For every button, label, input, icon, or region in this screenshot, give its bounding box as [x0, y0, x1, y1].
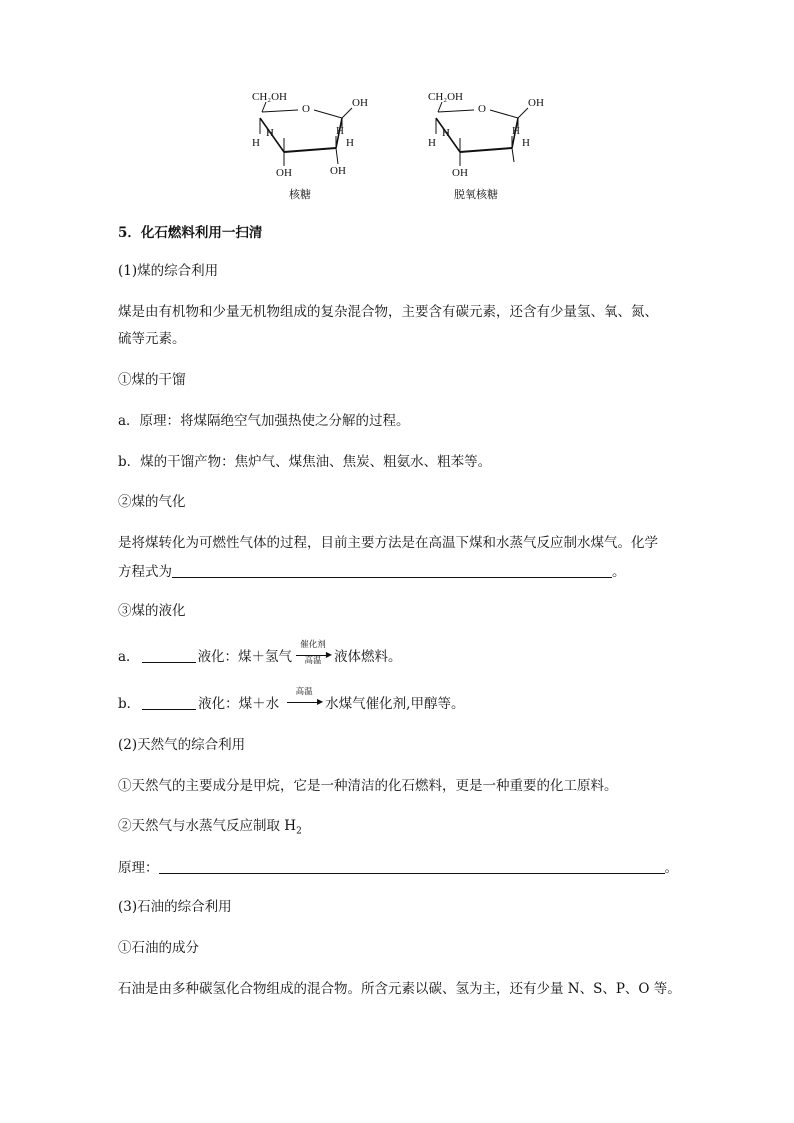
gasification-desc-line-2 — [118, 564, 626, 580]
liquefaction-b-blank[interactable] — [142, 696, 196, 710]
natural-gas-principle — [118, 860, 678, 876]
ribose-oh-bottom-right: OH — [330, 165, 346, 177]
condition-catalyst: 催化剂 — [300, 640, 326, 650]
distillation-products: b．煤的干馏产物：焦炉气、煤焦油、焦炭、粗氨水、粗苯等。 — [118, 454, 492, 470]
deoxyribose-ring-oxygen: O — [478, 103, 486, 115]
ribose-h-right-lower: H — [346, 137, 354, 149]
distillation-principle: a．原理：将煤隔绝空气加强热使之分解的过程。 — [118, 413, 410, 429]
coal-title: (1)煤的综合利用 — [118, 263, 219, 279]
ribose-h-right-upper: H — [336, 125, 344, 137]
gasification-desc-line-1: 是将煤转化为可燃性气体的过程，目前主要方法是在高温下煤和水蒸气反应制水煤气。化学 — [118, 535, 658, 551]
deoxyribose-ring-diagram — [406, 88, 546, 184]
equation-answer-blank[interactable] — [172, 564, 612, 578]
deoxyribose-h-right-lower: H — [522, 137, 530, 149]
liquefaction-b-product: 水煤气催化剂,甲醇等。 — [325, 696, 465, 712]
ribose-h-left-upper: H — [266, 127, 274, 139]
arrow-head-icon: ▶ — [325, 650, 333, 659]
principle-label: 原理： — [118, 860, 159, 876]
ribose-ring-oxygen: O — [302, 103, 310, 115]
reaction-condition-arrow — [285, 687, 324, 710]
arrow-head-icon: ▶ — [317, 697, 324, 706]
liquefaction-b — [118, 687, 465, 712]
liquefaction-title: ③煤的液化 — [118, 603, 186, 619]
distillation-title: ①煤的干馏 — [118, 372, 186, 388]
deoxyribose-oh-bottom-left: OH — [452, 167, 468, 179]
coal-intro-line-1: 煤是由有机物和少量无机物组成的复杂混合物，主要含有碳元素，还含有少量氢、氧、氮、 — [118, 304, 658, 320]
ribose-structure — [230, 88, 370, 206]
liquefaction-a-text: 液化：煤＋氢气 — [197, 649, 293, 665]
equation-prefix: 方程式为 — [118, 564, 172, 580]
deoxyribose-structure — [406, 88, 546, 206]
coal-intro-line-2: 硫等元素。 — [118, 331, 186, 347]
deoxyribose-h-left-lower: H — [428, 137, 436, 149]
petroleum-composition-desc: 石油是由多种碳氢化合物组成的混合物。所含元素以碳、氢为主，还有少量 N、S、P、O 等。 — [118, 981, 681, 997]
deoxyribose-h-left-upper: H — [442, 127, 450, 139]
principle-period: 。 — [664, 860, 678, 876]
ribose-caption: 核糖 — [289, 188, 311, 201]
natural-gas-point-2 — [118, 820, 302, 837]
ribose-oh-right: OH — [352, 97, 368, 109]
gasification-title: ②煤的气化 — [118, 494, 186, 510]
liquefaction-a — [118, 640, 402, 666]
ribose-ring-diagram — [230, 88, 370, 184]
section-heading: 5．化石燃料利用一扫清 — [118, 225, 263, 241]
condition-high-temp: 高温 — [295, 687, 313, 697]
ribose-h-left-lower: H — [252, 137, 260, 149]
liquefaction-b-text: 液化：煤＋水 — [198, 696, 280, 712]
principle-answer-blank[interactable] — [159, 860, 665, 874]
liquefaction-a-product: 液体燃料。 — [334, 649, 402, 665]
ribose-oh-bottom-left: OH — [276, 167, 292, 179]
ribose-ch2oh-label: CH₂OH — [252, 91, 288, 103]
reaction-condition-arrow — [294, 640, 333, 666]
condition-high-temp: 高温 — [304, 656, 322, 666]
natural-gas-title: (2)天然气的综合利用 — [118, 737, 246, 753]
sugar-structures — [230, 88, 570, 206]
natural-gas-point-1: ①天然气的主要成分是甲烷，它是一种清洁的化石燃料，更是一种重要的化工原料。 — [118, 778, 618, 794]
petroleum-title: (3)石油的综合利用 — [118, 899, 232, 915]
deoxyribose-h-right-upper: H — [512, 125, 520, 137]
petroleum-composition-title: ①石油的成分 — [118, 940, 199, 956]
deoxyribose-caption: 脱氧核糖 — [454, 188, 498, 201]
liquefaction-a-blank[interactable] — [142, 649, 196, 663]
deoxyribose-oh-right: OH — [528, 97, 544, 109]
equation-period: 。 — [612, 564, 626, 580]
liquefaction-b-label: b． — [118, 696, 141, 712]
deoxyribose-ch2oh-label: CH₂OH — [428, 91, 464, 103]
liquefaction-a-label: a． — [118, 649, 140, 665]
hydrogen-subscript: 2 — [296, 826, 302, 837]
natural-gas-point-2-text: ②天然气与水蒸气反应制取 H — [118, 818, 297, 834]
